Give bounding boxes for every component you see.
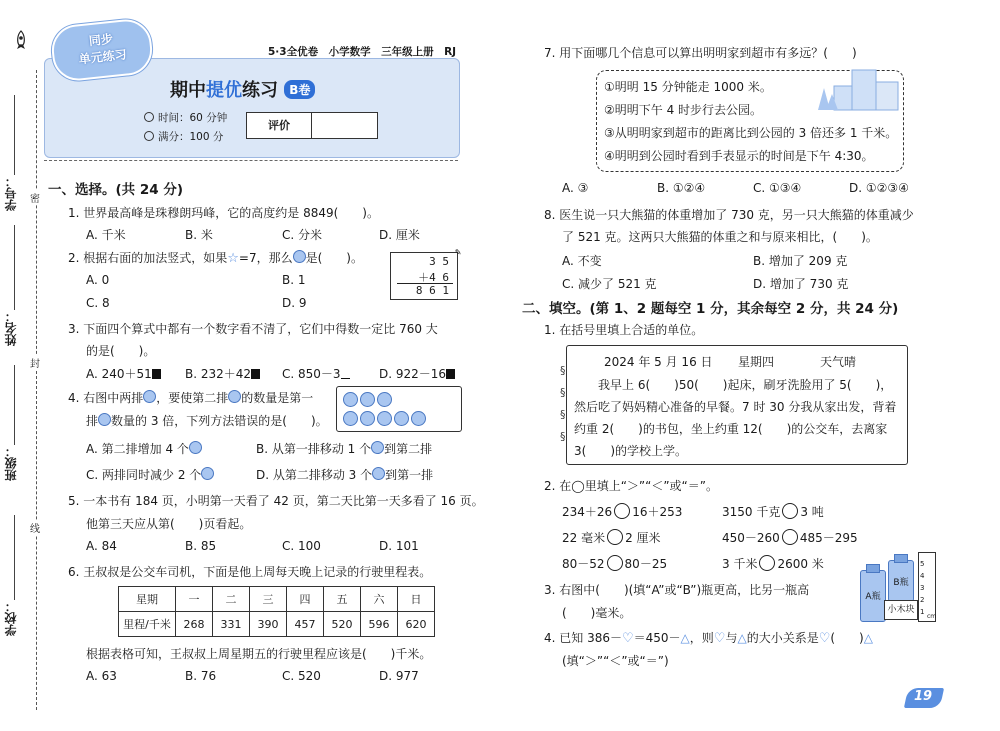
cut-mark-b: 封: [30, 355, 40, 370]
q5-opt-c: C. 100: [282, 539, 321, 553]
page-title: 期中提优练习 B卷: [170, 76, 315, 102]
q4-opt-c: C. 两排同时减少 2 个: [86, 466, 214, 483]
compare-circle[interactable]: [759, 555, 775, 571]
pencil-icon: ✎: [454, 247, 461, 258]
q1-opt-c: C. 分米: [282, 228, 323, 242]
compare-circle[interactable]: [607, 555, 623, 571]
q3-opt-a: A. 240＋51: [86, 365, 161, 382]
badge-line1: 同步: [88, 31, 114, 49]
f3-line-1: 3. 右图中( )(填“A”或“B”)瓶更高，比另一瓶高: [544, 583, 810, 597]
q7-info-4: ④明明到公园时看到手表显示的时间是下午 4:30。: [604, 149, 874, 163]
compare-row: 3 千米 2600 米: [722, 557, 824, 571]
bottle-figure: [858, 548, 938, 624]
score-info: 满分：100 分: [144, 129, 223, 144]
diary-weather: 天气晴: [820, 355, 857, 369]
compare-row: 22 毫米 2 厘米: [562, 531, 661, 545]
q7-opt-a: A. ③: [562, 181, 589, 195]
q8-opt-c: C. 减少了 521 克: [562, 277, 657, 291]
diary-line-2: 然后吃了妈妈精心准备的早餐。7 时 30 分我从家出发，背着: [574, 400, 897, 414]
underline-xuehao: [14, 95, 15, 175]
f2-stem: 2. 在◯里填上“＞”“＜”或“＝”。: [544, 479, 718, 493]
addition-card: 3 5 ＋4 6 8 6 1 ✎: [390, 252, 458, 300]
q2-opt-c: C. 8: [86, 296, 110, 310]
star-icon: ☆: [227, 251, 239, 266]
evaluation-box: [246, 112, 378, 139]
q2-stem: 2. 根据右面的加法竖式，如果☆=7，那么 是( )。: [68, 251, 363, 266]
binding-strip: [0, 0, 42, 731]
q6-follow: 根据表格可知，王叔叔上周星期五的行驶里程应该是( )千米。: [86, 647, 432, 661]
q5-opt-a: A. 84: [86, 539, 117, 553]
underline-xuexiao: [14, 515, 15, 600]
bottle-b: B瓶: [888, 560, 914, 602]
q6-opt-d: D. 977: [379, 669, 419, 683]
circle-icon: [201, 467, 214, 480]
q8-opt-d: D. 增加了 730 克: [753, 277, 849, 291]
q6-opt-a: A. 63: [86, 669, 117, 683]
cut-line: [36, 70, 37, 710]
triangle-icon: △: [680, 631, 690, 645]
q2-opt-b: B. 1: [282, 273, 306, 287]
compare-row: 234＋26 16＋253: [562, 505, 683, 519]
q7-opt-d: D. ①②③④: [849, 181, 909, 195]
circle-icon: [228, 390, 241, 403]
section1-title: 一、选择。(共 24 分): [48, 182, 184, 198]
f1-stem: 1. 在括号里填上合适的单位。: [544, 323, 704, 337]
circle-icon: [377, 392, 392, 407]
diary-line-1: 我早上 6( )50( )起床，刷牙洗脸用了 5( )，: [598, 378, 893, 392]
circle-icon: [360, 411, 375, 426]
city-buildings-icon: [812, 66, 904, 112]
circle-icon: [377, 411, 392, 426]
circles-figure: [336, 386, 462, 432]
spiral-binding: § § § §: [560, 364, 566, 443]
q1-stem: 1. 世界最高峰是珠穆朗玛峰，它的高度约是 8849( )。: [68, 206, 379, 220]
bottle-a: A瓶: [860, 570, 886, 622]
table-row: 星期 一 二 三 四 五 六 日: [119, 587, 435, 612]
q8-opt-b: B. 增加了 209 克: [753, 254, 848, 268]
diary-line-3: 约重 2( )的书包，坐上约重 12( )的公交车，去离家: [574, 422, 888, 436]
q2-opt-a: A. 0: [86, 273, 110, 287]
margin-xuehao: 学号：: [4, 175, 18, 211]
circle-icon: [293, 250, 306, 263]
triangle-icon: △: [737, 631, 747, 645]
circle-icon: [343, 392, 358, 407]
compare-circle[interactable]: [782, 503, 798, 519]
circle-icon: [394, 411, 409, 426]
badge-line2: 单元练习: [78, 47, 128, 67]
circle-icon: [189, 441, 202, 454]
compare-row: 80－52 80－25: [562, 557, 668, 571]
q7-info-2: ②明明下午 4 时步行去公园。: [604, 103, 763, 117]
f3-line-2: ( )毫米。: [562, 606, 632, 620]
q7-info-3: ③从明明家到超市的距离比到公园的 3 倍还多 1 千米。: [604, 126, 898, 140]
page-number: 19: [914, 689, 933, 704]
q3-stem-2: 的是( )。: [86, 344, 156, 358]
q3-opt-b: B. 232＋42: [185, 365, 260, 382]
q4-opt-a: A. 第二排增加 4 个: [86, 440, 202, 457]
q5-opt-b: B. 85: [185, 539, 217, 553]
compare-row: 3150 千克 3 吨: [722, 505, 824, 519]
time-info: 时间：60 分钟: [144, 110, 227, 125]
q3-opt-c: C. 850－3: [282, 365, 350, 382]
circle-icon: [343, 411, 358, 426]
q8-stem-2: 了 521 克。这两只大熊猫的体重之和与原来相比，( )。: [562, 230, 878, 244]
eval-field[interactable]: [312, 113, 377, 138]
series-label: 5·3全优卷 小学数学 三年级上册 RJ: [268, 46, 457, 58]
diary-date: 2024 年 5 月 16 日: [604, 355, 713, 369]
q4-opt-d: D. 从第二排移动 3 个 到第一排: [256, 468, 434, 482]
heart-icon: ♡: [621, 631, 634, 646]
title-tag: B卷: [284, 80, 315, 99]
heart-icon: ♡: [713, 631, 726, 646]
q3-stem-1: 3. 下面四个算式中都有一个数字看不清了，它们中得数一定比 760 大: [68, 322, 438, 336]
compare-row: 450－260 485－295: [722, 531, 858, 545]
cut-mark-c: 线: [30, 520, 40, 535]
q8-stem-1: 8. 医生说一只大熊猫的体重增加了 730 克，另一只大熊猫的体重减少: [544, 208, 914, 222]
heart-icon: ♡: [818, 631, 831, 646]
circle-icon: [98, 413, 111, 426]
margin-banji: 班级：: [4, 445, 18, 481]
q5-stem-2: 他第三天应从第( )页看起。: [86, 517, 252, 531]
q1-opt-d: D. 厘米: [379, 228, 420, 242]
table-row: 里程/千米 268 331 390 457 520 596 620: [119, 612, 435, 637]
compare-circle[interactable]: [614, 503, 630, 519]
circle-icon: [372, 467, 385, 480]
check-icon: [144, 131, 154, 141]
eval-label: 评价: [247, 113, 312, 138]
compare-circle[interactable]: [607, 529, 623, 545]
circle-icon: [411, 411, 426, 426]
q8-opt-a: A. 不变: [562, 254, 602, 268]
q5-stem-1: 5. 一本书有 184 页，小明第一天看了 42 页，第二天比第一天多看了 16 页。: [68, 494, 484, 508]
underline-xingming: [14, 225, 15, 310]
q6-opt-b: B. 76: [185, 669, 217, 683]
q1-opt-a: A. 千米: [86, 228, 126, 242]
q7-opt-b: B. ①②④: [657, 181, 706, 195]
q3-opt-d: D. 922－16: [379, 365, 455, 382]
ruler: 1 2 3 4 5 cm: [918, 552, 936, 622]
circle-icon: [143, 390, 156, 403]
margin-xuexiao: 学校：: [4, 600, 18, 636]
q7-stem: 7. 用下面哪几个信息可以算出明明家到超市有多远？( ): [544, 46, 857, 60]
f4-line-2: (填“＞”“＜”或“＝”): [562, 654, 669, 668]
circle-icon: [371, 441, 384, 454]
q4-opt-b: B. 从第一排移动 1 个 到第二排: [256, 442, 433, 456]
cut-mark-a: 密: [30, 190, 40, 205]
q2-opt-d: D. 9: [282, 296, 307, 310]
header-divider: [44, 160, 458, 161]
compare-circle[interactable]: [782, 529, 798, 545]
underline-banji: [14, 365, 15, 445]
diary-line-4: 3( )的学校上学。: [574, 444, 687, 458]
q6-opt-c: C. 520: [282, 669, 321, 683]
q7-opt-c: C. ①③④: [753, 181, 802, 195]
section2-title: 二、填空。(第 1、2 题每空 1 分，其余每空 2 分，共 24 分): [522, 301, 899, 317]
q6-stem: 6. 王叔叔是公交车司机，下面是他上周每天晚上记录的行驶里程表。: [68, 565, 432, 579]
q5-opt-d: D. 101: [379, 539, 419, 553]
q1-opt-b: B. 米: [185, 228, 213, 242]
q4-stem-2: 排 数量的 3 倍，下列方法错误的是( )。: [86, 414, 328, 428]
rocket-icon: [12, 30, 30, 50]
triangle-icon: △: [863, 631, 873, 645]
circle-icon: [360, 392, 375, 407]
diary-weekday: 星期四: [738, 355, 775, 369]
f4-line-1: 4. 已知 386－♡＝450－△，则♡与△的大小关系是♡( )△: [544, 631, 873, 646]
q4-stem-1: 4. 右图中两排 ，要使第二排 的数量是第一: [68, 391, 314, 405]
clock-icon: [144, 112, 154, 122]
q7-info-1: ①明明 15 分钟能走 1000 米。: [604, 80, 772, 94]
wooden-block: 小木块: [884, 600, 918, 620]
mileage-table: [118, 586, 435, 637]
margin-xingming: 姓名：: [4, 310, 18, 346]
